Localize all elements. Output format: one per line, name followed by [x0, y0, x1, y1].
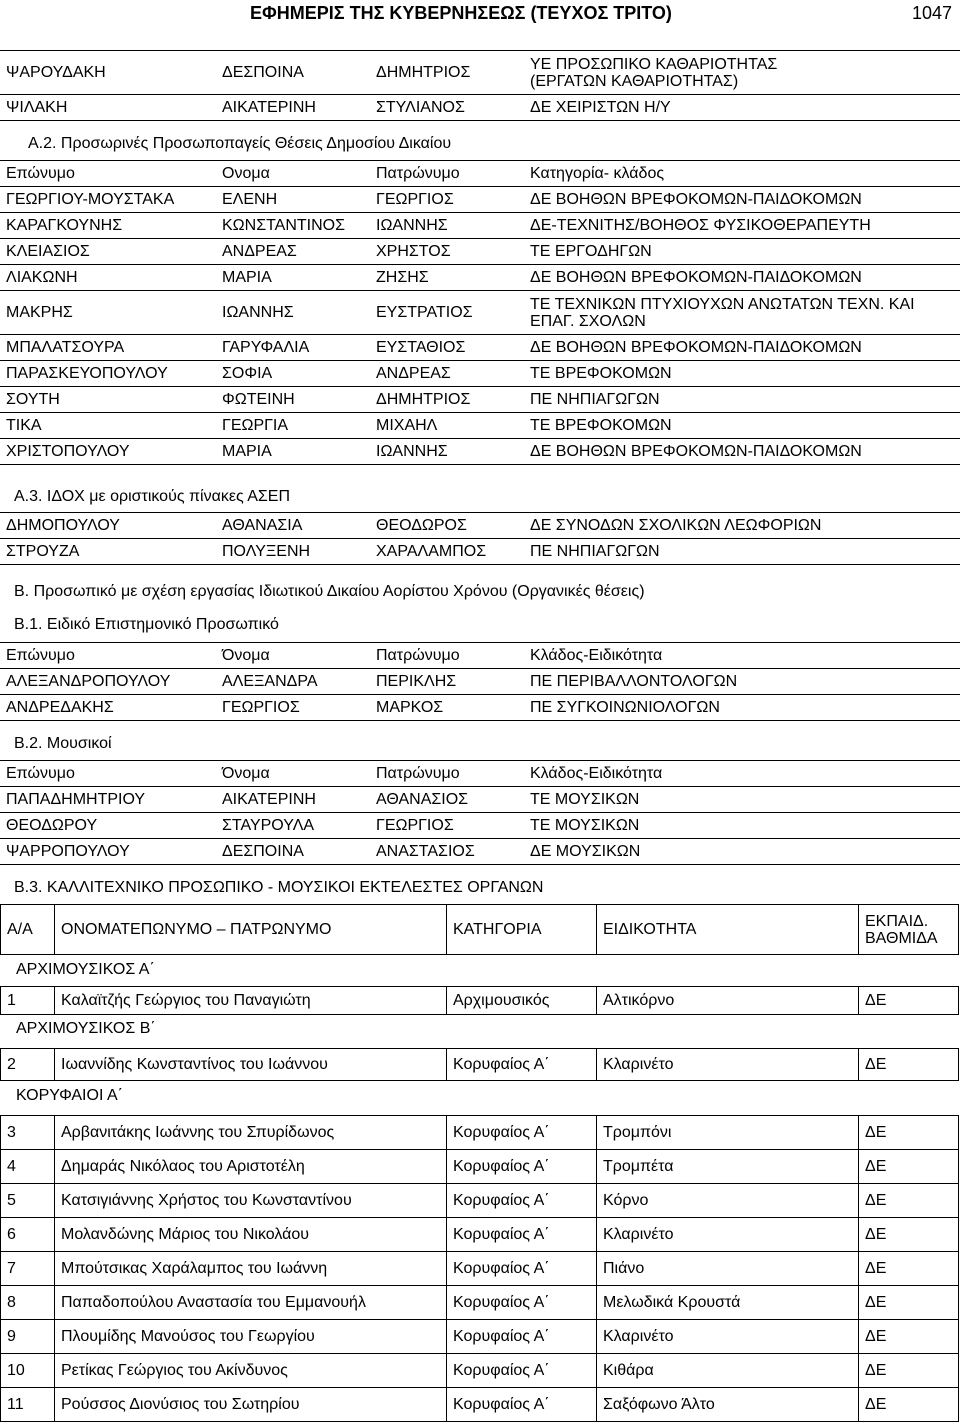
cell: ΑΘΑΝΑΣΙΟΣ [370, 787, 524, 813]
page-number: 1047 [911, 3, 952, 23]
cell: ΜΙΧΑΗΛ [370, 413, 524, 439]
table-row [0, 787, 960, 813]
table-row [1, 1252, 959, 1286]
group-label: ΑΡΧΙΜΟΥΣΙΚΟΣ Α΄ [16, 961, 155, 978]
cell: ΘΕΟΔΩΡΟΣ [370, 513, 524, 539]
table-row [1, 1116, 959, 1150]
cell: ΤΕ ΜΟΥΣΙΚΩΝ [524, 813, 960, 839]
cell: ΔΕ ΣΥΝΟΔΩΝ ΣΧΟΛΙΚΩΝ ΛΕΩΦΟΡΙΩΝ [524, 513, 960, 539]
column-header: Όνομα [216, 761, 370, 787]
cell: Πιάνο [597, 1252, 859, 1286]
cell: Ιωαννίδης Κωνσταντίνος του Ιωάννου [55, 1049, 447, 1081]
column-header: Κλάδος-Ειδικότητα [524, 643, 960, 669]
cell: ΑΛΕΞΑΝΔΡΑ [216, 669, 370, 695]
column-header: Επώνυμο [0, 761, 216, 787]
column-header: Κατηγορία- κλάδος [524, 161, 960, 187]
cell: ΑΙΚΑΤΕΡΙΝΗ [216, 787, 370, 813]
cell: ΔΕΣΠΟΙΝΑ [216, 51, 370, 95]
section-heading-b1: Β.1. Ειδικό Επιστημονικό Προσωπικό [14, 616, 279, 633]
cell: Κιθάρα [597, 1354, 859, 1388]
cell: ΔΕ [859, 1320, 959, 1354]
cell: ΚΑΡΑΓΚΟΥΝΗΣ [0, 213, 216, 239]
table-header-row [0, 161, 960, 187]
cell: Ρετίκας Γεώργιος του Ακίνδυνος [55, 1354, 447, 1388]
cell: ΑΝΑΣΤΑΣΙΟΣ [370, 839, 524, 865]
cell: ΣΤΑΥΡΟΥΛΑ [216, 813, 370, 839]
cell: 8 [1, 1286, 55, 1320]
cell: ΠΕ ΝΗΠΙΑΓΩΓΩΝ [524, 387, 960, 413]
cell: ΔΕ [859, 987, 959, 1015]
column-header: Α/Α [1, 905, 55, 955]
cell: ΧΡΙΣΤΟΠΟΥΛΟΥ [0, 439, 216, 465]
cell: ΑΝΔΡΕΑΣ [216, 239, 370, 265]
table-row [0, 669, 960, 695]
cell: ΔΗΜΗΤΡΙΟΣ [370, 51, 524, 95]
b3-group3-table [0, 1115, 959, 1422]
cell: ΙΩΑΝΝΗΣ [370, 439, 524, 465]
table-row [0, 513, 960, 539]
cell: Κορυφαίος Α΄ [447, 1150, 597, 1184]
table-row [1, 1218, 959, 1252]
cell: ΜΑΡΚΟΣ [370, 695, 524, 721]
cell: ΜΠΑΛΑΤΣΟΥΡΑ [0, 335, 216, 361]
cell: ΓΕΩΡΓΙΟΥ-ΜΟΥΣΤΑΚΑ [0, 187, 216, 213]
table-row [0, 361, 960, 387]
cell: ΚΛΕΙΑΣΙΟΣ [0, 239, 216, 265]
table-row [0, 539, 960, 565]
cell: 6 [1, 1218, 55, 1252]
column-header: Πατρώνυμο [370, 761, 524, 787]
top-table [0, 50, 960, 121]
section-heading-a2: Α.2. Προσωρινές Προσωποπαγείς Θέσεις Δημοσίου Δικαίου [28, 135, 452, 152]
cell: ΣΟΦΙΑ [216, 361, 370, 387]
cell: ΤΕ ΒΡΕΦΟΚΟΜΩΝ [524, 413, 960, 439]
cell: ΙΩΑΝΝΗΣ [216, 291, 370, 335]
column-header: Κλάδος-Ειδικότητα [524, 761, 960, 787]
b1-table [0, 642, 960, 721]
table-row [1, 1184, 959, 1218]
cell: ΓΕΩΡΓΙΑ [216, 413, 370, 439]
cell: 10 [1, 1354, 55, 1388]
cell: ΔΕ [859, 1049, 959, 1081]
table-row [1, 1354, 959, 1388]
cell: ΓΕΩΡΓΙΟΣ [216, 695, 370, 721]
table-row [0, 439, 960, 465]
cell: 7 [1, 1252, 55, 1286]
table-row [0, 51, 960, 95]
column-header: Επώνυμο [0, 643, 216, 669]
column-header: ΟΝΟΜΑΤΕΠΩΝΥΜΟ – ΠΑΤΡΩΝΥΜΟ [55, 905, 447, 955]
table-header-row [1, 905, 959, 955]
table-row [0, 291, 960, 335]
cell: ΓΑΡΥΦΑΛΙΑ [216, 335, 370, 361]
cell: ΔΕ [859, 1116, 959, 1150]
table-row [1, 1049, 959, 1081]
cell: ΖΗΣΗΣ [370, 265, 524, 291]
cell: ΔΕ ΒΟΗΘΩΝ ΒΡΕΦΟΚΟΜΩΝ-ΠΑΙΔΟΚΟΜΩΝ [524, 187, 960, 213]
cell: Κλαρινέτο [597, 1049, 859, 1081]
section-heading-b3: Β.3. ΚΑΛΛΙΤΕΧΝΙΚΟ ΠΡΟΣΩΠΙΚΟ - ΜΟΥΣΙΚΟΙ ΕΚΤΕΛΕΣΤΕΣ ΟΡΓΑΝΩΝ [14, 879, 544, 896]
cell: ΛΙΑΚΩΝΗ [0, 265, 216, 291]
cell: ΥΕ ΠΡΟΣΩΠΙΚΟ ΚΑΘΑΡΙΟΤΗΤΑΣ (ΕΡΓΑΤΩΝ ΚΑΘΑΡΙΟΤΗΤΑΣ) [524, 51, 960, 95]
cell: 1 [1, 987, 55, 1015]
table-row [0, 187, 960, 213]
cell: ΕΛΕΝΗ [216, 187, 370, 213]
table-row [1, 987, 959, 1015]
section-heading-b: Β. Προσωπικό με σχέση εργασίας Ιδιωτικού Δικαίου Αορίστου Χρόνου (Οργανικές θέσεις) [14, 583, 645, 600]
column-header: Επώνυμο [0, 161, 216, 187]
table-header-row [0, 643, 960, 669]
cell: Κλαρινέτο [597, 1320, 859, 1354]
cell: Κορυφαίος Α΄ [447, 1286, 597, 1320]
cell: Κορυφαίος Α΄ [447, 1388, 597, 1422]
table-row [0, 695, 960, 721]
cell: ΔΕ ΜΟΥΣΙΚΩΝ [524, 839, 960, 865]
cell: ΤΕ ΜΟΥΣΙΚΩΝ [524, 787, 960, 813]
cell: ΘΕΟΔΩΡΟΥ [0, 813, 216, 839]
cell: Κόρνο [597, 1184, 859, 1218]
cell: ΤΕ ΕΡΓΟΔΗΓΩΝ [524, 239, 960, 265]
cell: Μπούτσικας Χαράλαμπος του Ιωάννη [55, 1252, 447, 1286]
cell: Αλτικόρνο [597, 987, 859, 1015]
cell: ΔΗΜΟΠΟΥΛΟΥ [0, 513, 216, 539]
cell: ΔΕ [859, 1150, 959, 1184]
a3-table [0, 512, 960, 565]
table-row [0, 239, 960, 265]
cell: ΔΕ [859, 1252, 959, 1286]
cell: ΠΕ ΝΗΠΙΑΓΩΓΩΝ [524, 539, 960, 565]
section-heading-b2: Β.2. Μουσικοί [14, 735, 112, 752]
cell: ΤΙΚΑ [0, 413, 216, 439]
cell: ΔΕ-ΤΕΧΝΙΤΗΣ/ΒΟΗΘΟΣ ΦΥΣΙΚΟΘΕΡΑΠΕΥΤΗ [524, 213, 960, 239]
cell: ΑΝΔΡΕΔΑΚΗΣ [0, 695, 216, 721]
table-row [0, 839, 960, 865]
cell: Κορυφαίος Α΄ [447, 1354, 597, 1388]
section-heading-a3: Α.3. ΙΔΟΧ με οριστικούς πίνακες ΑΣΕΠ [14, 488, 291, 505]
cell: ΔΕ [859, 1218, 959, 1252]
cell: ΠΕΡΙΚΛΗΣ [370, 669, 524, 695]
cell: ΣΟΥΤΗ [0, 387, 216, 413]
cell: ΧΑΡΑΛΑΜΠΟΣ [370, 539, 524, 565]
cell: ΔΕ ΒΟΗΘΩΝ ΒΡΕΦΟΚΟΜΩΝ-ΠΑΙΔΟΚΟΜΩΝ [524, 335, 960, 361]
b3-group2-table [0, 1048, 959, 1081]
cell: Τρομπέτα [597, 1150, 859, 1184]
cell: ΣΤΡΟΥΖΑ [0, 539, 216, 565]
cell: ΑΛΕΞΑΝΔΡΟΠΟΥΛΟΥ [0, 669, 216, 695]
cell: 3 [1, 1116, 55, 1150]
cell: 2 [1, 1049, 55, 1081]
table-row [0, 387, 960, 413]
cell: ΔΕ [859, 1388, 959, 1422]
cell: ΣΤΥΛΙΑΝΟΣ [370, 95, 524, 121]
cell: ΤΕ ΤΕΧΝΙΚΩΝ ΠΤΥΧΙΟΥΧΩΝ ΑΝΩΤΑΤΩΝ ΤΕΧΝ. ΚΑΙ ΕΠΑΓ. ΣΧΟΛΩΝ [524, 291, 960, 335]
cell: ΕΥΣΤΑΘΙΟΣ [370, 335, 524, 361]
cell: ΤΕ ΒΡΕΦΟΚΟΜΩΝ [524, 361, 960, 387]
column-header: Πατρώνυμο [370, 161, 524, 187]
cell: ΨΑΡΡΟΠΟΥΛΟΥ [0, 839, 216, 865]
cell: ΦΩΤΕΙΝΗ [216, 387, 370, 413]
cell: Κορυφαίος Α΄ [447, 1320, 597, 1354]
cell: ΔΕΣΠΟΙΝΑ [216, 839, 370, 865]
cell: 9 [1, 1320, 55, 1354]
gazette-title: ΕΦΗΜΕΡΙΣ ΤΗΣ ΚΥΒΕΡΝΗΣΕΩΣ (ΤΕΥΧΟΣ ΤΡΙΤΟ) [250, 3, 672, 23]
cell: ΑΘΑΝΑΣΙΑ [216, 513, 370, 539]
cell: ΠΟΛΥΞΕΝΗ [216, 539, 370, 565]
cell: Δημαράς Νικόλαος του Αριστοτέλη [55, 1150, 447, 1184]
cell: ΚΩΝΣΤΑΝΤΙΝΟΣ [216, 213, 370, 239]
cell: Κορυφαίος Α΄ [447, 1116, 597, 1150]
cell: ΔΕ ΧΕΙΡΙΣΤΩΝ Η/Υ [524, 95, 960, 121]
table-row [0, 335, 960, 361]
cell: ΧΡΗΣΤΟΣ [370, 239, 524, 265]
cell: ΑΙΚΑΤΕΡΙΝΗ [216, 95, 370, 121]
b3-group1-table [0, 986, 959, 1015]
cell: Καλαϊτζής Γεώργιος του Παναγιώτη [55, 987, 447, 1015]
cell: ΓΕΩΡΓΙΟΣ [370, 813, 524, 839]
cell: Μελωδικά Κρουστά [597, 1286, 859, 1320]
cell: ΔΗΜΗΤΡΙΟΣ [370, 387, 524, 413]
cell: ΨΑΡΟΥΔΑΚΗ [0, 51, 216, 95]
column-header: ΕΚΠΑΙΔ. ΒΑΘΜΙΔΑ [859, 905, 959, 955]
cell: ΠΑΡΑΣΚΕΥΟΠΟΥΛΟΥ [0, 361, 216, 387]
table-row [0, 413, 960, 439]
cell: Αρβανιτάκης Ιωάννης του Σπυρίδωνος [55, 1116, 447, 1150]
cell: Σαξόφωνο Άλτο [597, 1388, 859, 1422]
cell: ΨΙΛΑΚΗ [0, 95, 216, 121]
column-header: Πατρώνυμο [370, 643, 524, 669]
cell: ΠΕ ΣΥΓΚΟΙΝΩΝΙΟΛΟΓΩΝ [524, 695, 960, 721]
cell: ΔΕ [859, 1184, 959, 1218]
cell: Κορυφαίος Α΄ [447, 1218, 597, 1252]
cell: Κλαρινέτο [597, 1218, 859, 1252]
cell: Τρομπόνι [597, 1116, 859, 1150]
cell: Κορυφαίος Α΄ [447, 1252, 597, 1286]
cell: ΑΝΔΡΕΑΣ [370, 361, 524, 387]
column-header: ΚΑΤΗΓΟΡΙΑ [447, 905, 597, 955]
page-header [0, 0, 960, 32]
cell: Αρχιμουσικός [447, 987, 597, 1015]
cell: 11 [1, 1388, 55, 1422]
group-label: ΑΡΧΙΜΟΥΣΙΚΟΣ Β΄ [16, 1020, 156, 1037]
cell: Κατσιγιάννης Χρήστος του Κωνσταντίνου [55, 1184, 447, 1218]
table-row [1, 1320, 959, 1354]
cell: ΜΑΡΙΑ [216, 439, 370, 465]
cell: ΜΑΡΙΑ [216, 265, 370, 291]
cell: Ρούσσος Διονύσιος του Σωτηρίου [55, 1388, 447, 1422]
cell: ΔΕ [859, 1286, 959, 1320]
table-row [1, 1388, 959, 1422]
b2-table [0, 760, 960, 865]
cell: ΜΑΚΡΗΣ [0, 291, 216, 335]
cell: ΠΑΠΑΔΗΜΗΤΡΙΟΥ [0, 787, 216, 813]
cell: ΔΕ ΒΟΗΘΩΝ ΒΡΕΦΟΚΟΜΩΝ-ΠΑΙΔΟΚΟΜΩΝ [524, 265, 960, 291]
b3-header-table [0, 904, 959, 955]
table-row [0, 813, 960, 839]
cell: Κορυφαίος Α΄ [447, 1184, 597, 1218]
cell: ΓΕΩΡΓΙΟΣ [370, 187, 524, 213]
cell: ΕΥΣΤΡΑΤΙΟΣ [370, 291, 524, 335]
table-row [1, 1286, 959, 1320]
a2-table [0, 160, 960, 465]
cell: Μολανδώνης Μάριος του Νικολάου [55, 1218, 447, 1252]
cell: Πλουμίδης Μανούσος του Γεωργίου [55, 1320, 447, 1354]
table-row [1, 1150, 959, 1184]
group-label: ΚΟΡΥΦΑΙΟΙ Α΄ [16, 1087, 123, 1104]
cell: 4 [1, 1150, 55, 1184]
table-row [0, 95, 960, 121]
column-header: Όνομα [216, 643, 370, 669]
cell: Παπαδοπούλου Αναστασία του Εμμανουήλ [55, 1286, 447, 1320]
column-header: Ονομα [216, 161, 370, 187]
cell: ΠΕ ΠΕΡΙΒΑΛΛΟΝΤΟΛΟΓΩΝ [524, 669, 960, 695]
cell: 5 [1, 1184, 55, 1218]
column-header: ΕΙΔΙΚΟΤΗΤΑ [597, 905, 859, 955]
cell: Κορυφαίος Α΄ [447, 1049, 597, 1081]
table-row [0, 213, 960, 239]
cell: ΔΕ ΒΟΗΘΩΝ ΒΡΕΦΟΚΟΜΩΝ-ΠΑΙΔΟΚΟΜΩΝ [524, 439, 960, 465]
cell: ΙΩΑΝΝΗΣ [370, 213, 524, 239]
table-header-row [0, 761, 960, 787]
table-row [0, 265, 960, 291]
cell: ΔΕ [859, 1354, 959, 1388]
